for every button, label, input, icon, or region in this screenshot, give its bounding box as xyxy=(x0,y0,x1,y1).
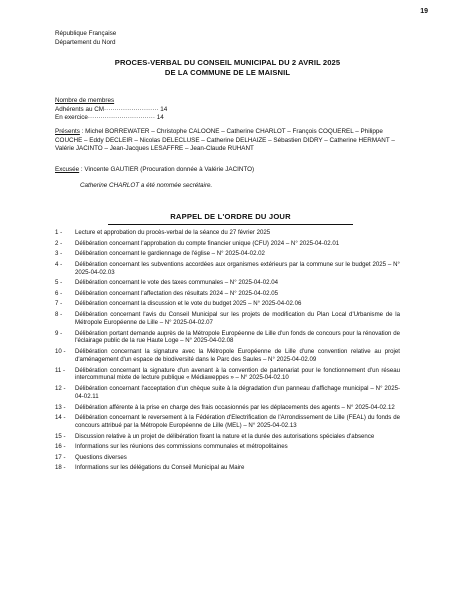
agenda-item-number: 5 - xyxy=(55,279,63,287)
title-line-2: DE LA COMMUNE DE LE MAISNIL xyxy=(164,68,291,77)
excused-paragraph xyxy=(55,166,400,175)
agenda-item-number: 3 - xyxy=(55,250,63,258)
agenda-item-text: Lecture et approbation du procès-verbal de la séance du 27 février 2025 xyxy=(75,229,271,236)
agenda-item-text: Délibération concernant l'affectation des résultats 2024 – N° 2025-04-02.05 xyxy=(75,289,279,297)
agenda-item-number: 14 - xyxy=(55,414,66,422)
excused-label: Excusée xyxy=(55,166,80,173)
agenda-item-text: Délibération portant demande auprès de la Métropole Européenne de Lille d'un fonds de concours pour la rénovation de l'éclairage public de la rue Haute Loge – N° 2025-04-02.08 xyxy=(75,329,400,345)
document-title xyxy=(55,58,400,78)
agenda-item xyxy=(55,433,400,441)
agenda-item xyxy=(55,414,400,430)
members-block xyxy=(55,97,167,123)
agenda-item-number: 12 - xyxy=(55,385,66,393)
agenda-item-text: Délibération concernant le reversement à la Fédération d'Electrification de l'Arrondissement de Lille (FEAL) du fonds de concours attribué par la Métropole Européenne de Lille (MEL) – N° 2025-04-02.13 xyxy=(75,414,400,430)
secretary-note: Catherine CHARLOT a été nommée secrétaire. xyxy=(80,182,213,189)
page-number: 19 xyxy=(420,8,428,15)
agenda-item xyxy=(55,290,400,298)
header-republic: République Française xyxy=(55,30,117,37)
agenda-item-number: 18 - xyxy=(55,464,66,472)
agenda-item-number: 2 - xyxy=(55,239,63,247)
document-header xyxy=(55,30,116,47)
members-heading: Nombre de membres xyxy=(55,97,115,104)
agenda-item xyxy=(55,229,400,237)
excused-text: : Vincente GAUTIER (Procuration donnée à Valérie JACINTO) xyxy=(79,166,255,173)
agenda-item-number: 16 - xyxy=(55,443,66,451)
agenda-item-text: Délibération concernant la signature avec la Métropole Européenne de Lille d'une convention relative au projet d'aménagement d'un espace de biodiversité dans le Parc des Saules – N° 2025-04-02.09 xyxy=(75,348,400,363)
agenda-item-number: 4 - xyxy=(55,260,63,268)
agenda-item xyxy=(55,443,400,451)
presents-label: Présents xyxy=(55,128,80,135)
agenda-item-number: 10 - xyxy=(55,348,66,356)
agenda-item xyxy=(55,250,400,258)
agenda-item-text: Délibération concernant la discussion et le vote du budget 2025 – N° 2025-04-02.06 xyxy=(75,300,302,308)
members-exercising: En exercice································ 14 xyxy=(55,114,164,121)
agenda-item-number: 15 - xyxy=(55,432,66,440)
agenda-item xyxy=(55,367,400,383)
agenda-item xyxy=(55,348,400,364)
agenda-item-text: Délibération concernant l'acceptation d'un chèque suite à la dégradation d'un panneau d'affichage municipal – N° 2025-04-02.11 xyxy=(75,385,400,400)
agenda-item xyxy=(55,385,400,401)
agenda-item-number: 1 - xyxy=(55,229,63,236)
agenda-item xyxy=(55,454,400,462)
agenda-item xyxy=(55,279,400,287)
agenda-item-text: Questions diverses xyxy=(75,453,127,461)
agenda-item xyxy=(55,311,400,327)
agenda-list xyxy=(55,229,400,475)
agenda-item-text: Délibération afférente à la prise en charge des frais occasionnés par les déplacements des agents – N° 2025-04-02.12 xyxy=(75,403,395,411)
agenda-item xyxy=(55,261,400,277)
agenda-item xyxy=(55,240,400,248)
agenda-item-text: Discussion relative à un projet de délibération fixant la nature et la durée des autorisations spéciales d'absence xyxy=(75,432,375,440)
agenda-item-number: 11 - xyxy=(55,366,66,374)
agenda-item-number: 6 - xyxy=(55,289,63,297)
agenda-item-text: Informations sur les réunions des commissions communales et métropolitaines xyxy=(75,443,288,451)
presents-list: : Michel BORREWATER – Christophe CALOONE – Catherine CHARLOT – François COQUEREL – Philippe COUCHE – Eddy DECLEIR – Nicolas DELECLUSE – Catherine DELHAIZE – Sébastien DIDRY – Catherine HERMANT – Valérie JACINTO – Jean-Jacques LESAFFRE – Jean-Claude RUHANT xyxy=(55,128,395,153)
agenda-item xyxy=(55,300,400,308)
agenda-item-number: 13 - xyxy=(55,403,66,411)
agenda-item xyxy=(55,330,400,346)
agenda-item-text: Délibération concernant la signature d'un avenant à la convention de partenariat pour le fonctionnement d'un réseau intercommunal mixte de lecture publique « Médiaweppes » – N° 2025-04-02.10 xyxy=(75,366,400,382)
agenda-item-text: Délibération concernant les subventions accordées aux organismes extérieurs par la commune sur le budget 2025 – N° 2025-04-02.03 xyxy=(75,260,400,276)
agenda-item-text: Délibération concernant l'approbation du compte financier unique (CFU) 2024 – N° 2025-04-02.01 xyxy=(75,239,340,247)
agenda-item-text: Délibération concernant l'avis du Conseil Municipal sur les projets de modification du Plan Local d'Urbanisme de la Métropole Européenne de Lille – N° 2025-04-02.07 xyxy=(75,311,400,326)
agenda-item xyxy=(55,404,400,412)
agenda-item-number: 8 - xyxy=(55,311,63,319)
section-title: RAPPEL DE L'ORDRE DU JOUR xyxy=(108,212,353,225)
presents-paragraph xyxy=(55,128,400,154)
agenda-item-number: 7 - xyxy=(55,300,63,308)
agenda-item-text: Informations sur les délégations du Conseil Municipal au Maire xyxy=(75,464,245,472)
agenda-item-text: Délibération concernant le vote des taxes communales – N° 2025-04-02.04 xyxy=(75,279,278,287)
agenda-item xyxy=(55,464,400,472)
title-line-1: PROCES-VERBAL DU CONSEIL MUNICIPAL DU 2 AVRIL 2025 xyxy=(114,58,341,67)
agenda-item-text: Délibération concernant le gardiennage de l'église – N° 2025-04-02.02 xyxy=(75,250,265,258)
header-department: Département du Nord xyxy=(55,38,116,46)
agenda-item-number: 17 - xyxy=(55,453,66,461)
agenda-item-number: 9 - xyxy=(55,329,63,337)
members-in-office: Adhérents au CM·························· 14 xyxy=(55,105,168,113)
